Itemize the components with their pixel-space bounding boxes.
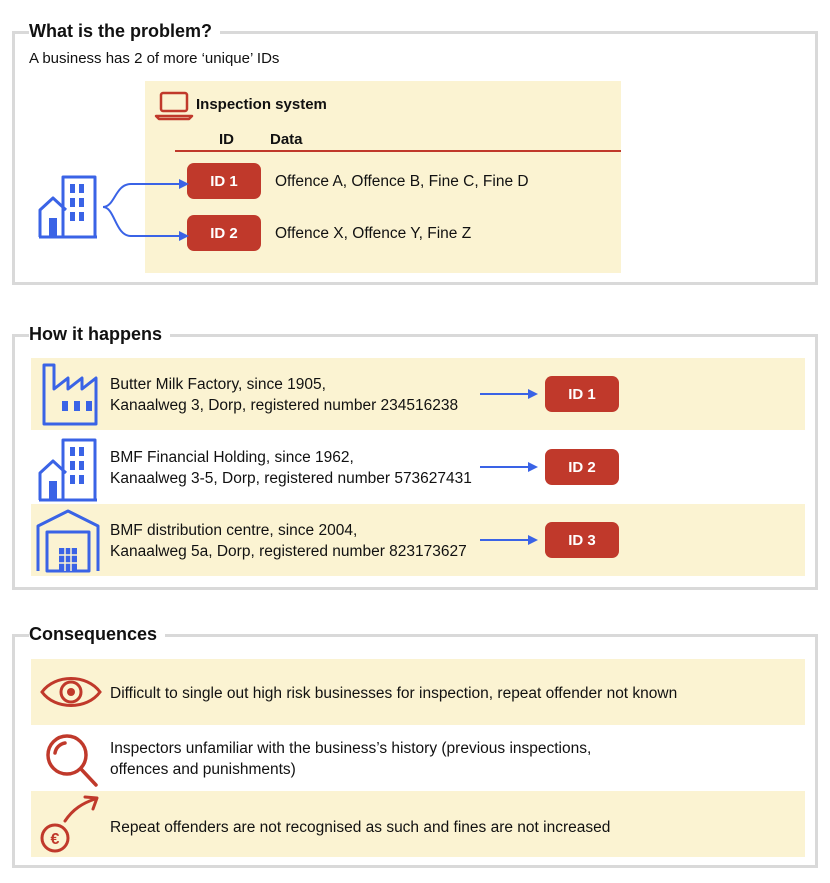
data-cell-2: Offence X, Offence Y, Fine Z [275, 225, 472, 242]
office-building-icon [37, 437, 101, 503]
consequence-text-2-line1: Inspectors unfamiliar with the business’s history (previous inspections, [110, 740, 592, 757]
how-section [12, 324, 818, 590]
office-building-icon [37, 174, 101, 240]
laptop-icon [155, 91, 193, 121]
how-title: How it happens [29, 323, 170, 345]
how-id-badge-3: ID 3 [545, 522, 619, 558]
inspection-system-panel [145, 81, 621, 273]
arrow-right-icon [480, 534, 540, 546]
id-badge-2: ID 2 [187, 215, 261, 251]
eye-icon [39, 671, 103, 713]
how-row-2-line1: BMF Financial Holding, since 1962, [110, 449, 354, 466]
warehouse-icon [35, 508, 101, 574]
how-row-3-line1: BMF distribution centre, since 2004, [110, 522, 358, 539]
header-divider [175, 150, 621, 152]
arrow-right-icon [480, 461, 540, 473]
consequences-title: Consequences [29, 623, 165, 645]
how-row-1-line2: Kanaalweg 3, Dorp, registered number 234516238 [110, 397, 459, 414]
how-row-3-line2: Kanaalweg 5a, Dorp, registered number 823173627 [110, 543, 467, 560]
id-badge-1: ID 1 [187, 163, 261, 199]
consequences-section [12, 624, 818, 868]
how-row-2-line2: Kanaalweg 3-5, Dorp, registered number 573627431 [110, 470, 472, 487]
consequence-text-2-line2: offences and punishments) [110, 761, 296, 778]
problem-subtitle: A business has 2 of more ‘unique’ IDs [29, 50, 280, 67]
problem-section [12, 21, 818, 285]
data-cell-1: Offence A, Offence B, Fine C, Fine D [275, 173, 529, 190]
how-row-1-line1: Butter Milk Factory, since 1905, [110, 376, 326, 393]
euro-increase-icon [39, 793, 105, 859]
consequence-text-1: Difficult to single out high risk businesses for inspection, repeat offender not known [110, 685, 678, 702]
consequence-text-3: Repeat offenders are not recognised as such and fines are not increased [110, 819, 611, 836]
inspection-system-title: Inspection system [196, 96, 327, 113]
how-id-badge-2: ID 2 [545, 449, 619, 485]
problem-title: What is the problem? [29, 20, 220, 42]
column-header-id: ID [219, 131, 234, 148]
column-header-data: Data [270, 131, 303, 148]
factory-icon [41, 361, 99, 427]
magnifier-icon [41, 731, 101, 791]
arrow-right-icon [480, 388, 540, 400]
branch-arrows [101, 172, 201, 242]
euro-symbol: € [50, 831, 60, 848]
how-id-badge-1: ID 1 [545, 376, 619, 412]
